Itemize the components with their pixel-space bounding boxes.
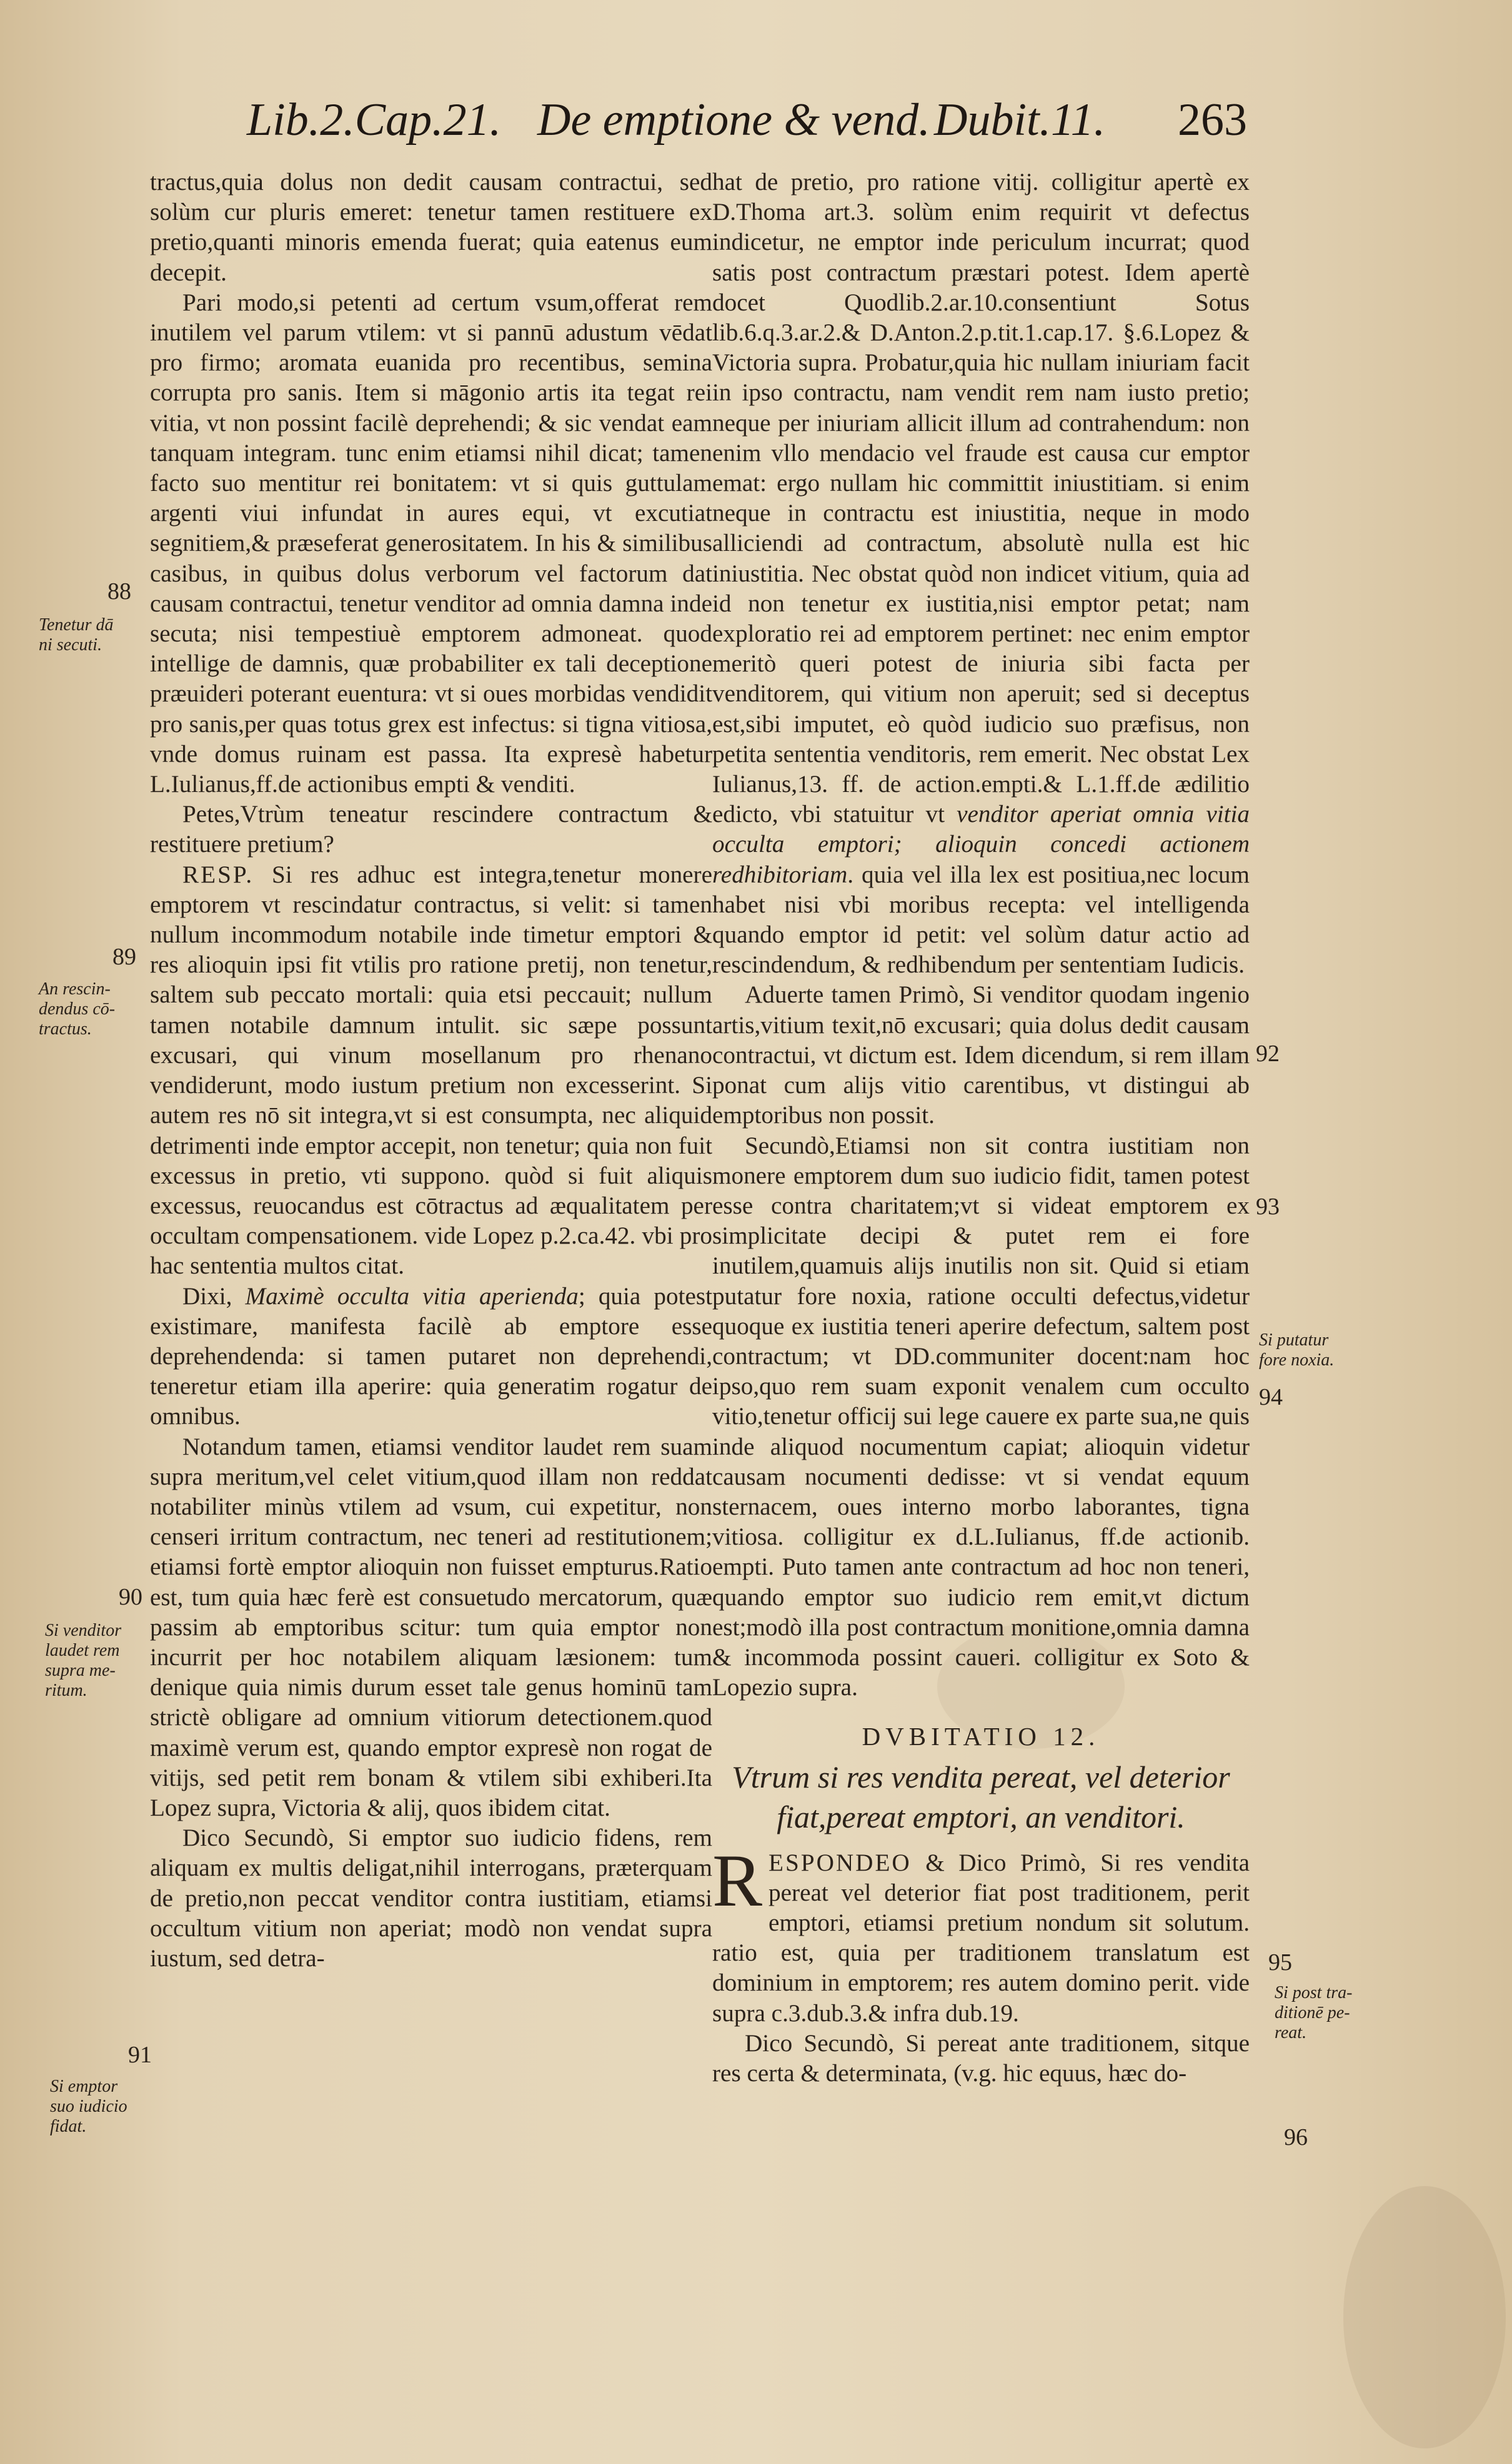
paragraph: Dico Secundò, Si emptor suo iudicio fidens, rem aliquam ex multis deligat,nihil interrogans, præterquam de pretio,non peccat venditor contra iustitiam, etiamsi occultum vitium non aperiat; modò non vendat supra iustum, sed detra- [150,1824,712,1972]
margin-note: Si putatur fore noxia. [1259,1330,1335,1370]
margin-note: Tenetur dā ni secuti. [39,615,114,655]
left-text-column [150,167,712,1974]
paragraph: hat de pretio, pro ratione vitij. colligitur apertè ex D.Thoma art.3. solùm enim requirit vt defectus indicetur, ne emptor inde periculum incurrat; quod satis post contractum præstari potest. Idem apertè docet Quodlib.2.ar.10.consentiunt Sotus lib.6.q.3.ar.2.& D.Anton.2.p.tit.1.cap.17. §.6.Lopez & Victoria supra. Probatur,quia hic nullam iniuriam facit in ipso contractu, nam vendit rem nam iusto pretio; neque per iniuriam allicit illum ad contrahendum: non enim vllo mendacio vel fraude est causa cur emptor emat: ergo nullam hic committit iniustitiam. si enim neque in contractu est iniustitia, neque in modo alliciendi ad contractum, absolutè nulla est hic iniustitia. Nec obstat quòd non indicet vitium, quia ad id non tenetur ex iustitia,nisi emptor petat; nam exploratio rei ad emptorem pertinet: nec enim emptor meritò queri potest de iniuria sibi facta per venditorem, qui vitium non aperuit; sed si deceptus est,sibi imputet, eò quòd iudicio suo præfisus, non petita sententia venditoris, rem emerit. Nec obstat Lex Iulianus,13. ff. de action.empti.& L.1.ff.de ædilitio edicto, vbi statuitur vt venditor aperiat omnia vitia occulta emptori; alioquin concedi actionem redhibitoriam. quia vel illa lex est positiua,nec locum habet nisi vbi moribus recepta: vel intelligenda quando emptor id petit: vel solùm datur actio ad rescindendum, & redhibendum per sententiam Iudicis. [712,169,1250,979]
margin-number: 94 [1259,1384,1283,1410]
paragraph: Pari modo,si petenti ad certum vsum,offerat rem inutilem vel parum vtilem: vt si pannū adustum vēdat pro firmo; aromata euanida pro recentibus, semina corrupta pro sanis. Item si māgonio artis ita tegat rei vitia, vt non possint facilè deprehendi; & sic vendat eam tanquam integram. tunc enim etiamsi nihil dicat; tamen facto suo mentitur rei bonitatem: vt si quis guttulam argenti viui infundat in aures equi, vt excutiat segnitiem,& præseferat generositatem. In his & similibus casibus, in quibus dolus verborum vel factorum dat causam contractui, tenetur venditor ad omnia damna inde secuta; nisi tempestiuè emptorem admoneat. quod intellige de damnis, quæ probabiliter ex tali deceptione præuideri poterant euentura: vt si oues morbidas vendidit pro sanis,per quas totus grex est infectus: si tigna vitiosa, vnde domus ruinam est passa. Ita expresè habetur L.Iulianus,ff.de actionibus empti & venditi. [150,289,712,798]
header-dubitatio: Dubit.11. [934,94,1106,146]
drop-cap: R [712,1838,763,1922]
header-book-chapter: Lib.2.Cap.21. [247,94,502,146]
section-title: Vtrum si res vendita pereat, vel deterior fiat,pereat emptori, an venditori. [732,1759,1230,1834]
page-number: 263 [1178,94,1247,146]
margin-note: Si post tra- ditionē pe- reat. [1275,1983,1353,2042]
margin-number: 88 [107,578,131,605]
margin-number: 96 [1284,2124,1308,2150]
margin-number: 91 [128,2042,152,2068]
margin-number: 93 [1256,1194,1280,1220]
running-header [247,94,1271,156]
emphasis-text: venditor aperiat omnia vitia occulta emptori; alioquin concedi actionem redhibitoriam [712,801,1250,888]
paragraph: Aduerte tamen Primò, Si venditor quodam ingenio artis,vitium texit,nō excusari; quia dolus dedit causam contractui, vt dictum est. Idem dicendum, si rem illam ponat cum alijs vitio carentibus, vt distingui ab emptoribus non possit. [712,981,1250,1129]
header-title: De emptione & vend. [537,94,930,146]
margin-note: Si venditor laudet rem supra me- ritum. [45,1621,122,1700]
paragraph: Secundò,Etiamsi non sit contra iustitiam non monere emptorem dum suo iudicio fidit, tamen potest esse contra charitatem;vt si videat emptorem ex simplicitate decipi & putet rem ei fore inutilem,quamuis alijs inutilis non sit. Quid si etiam putatur fore noxia, ratione occulti defectus,videtur quoque ex iustitia teneri aperire defectum, saltem post contractum; vt DD.communiter docent:nam hoc ipso,quo rem suam exponit venalem cum occulto vitio,tenetur officij sui lege cauere ex parte sua,ne quis inde aliquod nocumentum capiat; alioquin videtur causam nocumenti dedisse: vt si vendat equum sternacem, oues interno morbo laborantes, tigna vitiosa. colligitur ex d.L.Iulianus, ff.de actionib. empti. Puto tamen ante contractum ad hoc non teneri, quando emptor suo iudicio rem emit,vt dictum est;modò illa post contractum monitione,omnia damna & incommoda possint caueri. colligitur ex Soto & Lopezio supra. [712,1132,1250,1701]
right-text-column [712,167,1250,2089]
margin-number: 89 [112,944,136,970]
margin-note: Si emptor suo iudicio fidat. [50,2077,127,2136]
paragraph: Notandum tamen, etiamsi venditor laudet rem suam supra meritum,vel celet vitium,quod illam non reddat notabiliter minùs vtilem ad vsum, cui expetitur, non censeri irritum contractum, nec teneri ad restitutionem; etiamsi fortè emptor alioquin non fuisset empturus.Ratio est, tum quia hæc ferè est consuetudo mercatorum, quæ passim ab emptoribus scitur: tum quia emptor non incurrit per hoc notabilem aliquam læsionem: tum denique quia nimis durum esset tale genus hominū tam strictè obligare ad omnium vitiorum detectionem.quod maximè verum est, quando emptor expresè non rogat de vitijs, sed petit rem bonam & vtilem sibi exhiberi.Ita Lopez supra, Victoria & alij, quos ibidem citat. [150,1433,712,1821]
paragraph: Dixi, Maximè occulta vitia aperienda; quia potest existimare, manifesta facilè ab emptore esse deprehendenda: si tamen putaret non deprehendi, teneretur etiam illa aperire: quia generatim rogatur de omnibus. [150,1282,712,1430]
paper-stain [1343,2186,1506,2448]
margin-number: 90 [119,1584,142,1610]
margin-note: An rescin- dendus cō- tractus. [39,979,116,1039]
resp-label: RESP. [182,861,254,888]
margin-number: 92 [1256,1041,1280,1067]
section-heading: DVBITATIO 12. [862,1722,1100,1751]
paragraph: Dico Secundò, Si pereat ante traditionem, sitque res certa & determinata, (v.g. hic equus, hæc do- [712,2029,1250,2087]
question-paragraph: Petes,Vtrùm teneatur rescindere contractum & restituere pretium? [150,801,712,858]
paragraph: RESPONDEO & Dico Primò, Si res vendita pereat vel deterior fiat post traditionem, perit emptori, etiamsi pretium nondum sit solutum. ratio est, quia per traditionem translatum est dominium in emptorem; res autem domino perit. vide supra c.3.dub.3.& infra dub.19. [712,1838,1250,2027]
response-paragraph: RESP. Si res adhuc est integra,tenetur monere emptorem vt rescindatur contractus, si velit: si tamen nullum incommodum notabile inde timetur emptori & res alioquin ipsi fit vtilis pro ratione pretij, non tenetur, saltem sub peccato mortali: quia etsi peccauit; nullum tamen notabile damnum intulit. sic sæpe possunt excusari, qui vinum mosellanum pro rhenano vendiderunt, modo iustum pretium non excesserint. Si autem res nō sit integra,vt si est consumpta, nec aliquid detrimenti inde emptor accepit, non tenetur; quia non fuit excessus in pretio, vti suppono. quòd si fuit aliquis excessus, reuocandus est cōtractus ad æqualitatem per occultam compensationem. vide Lopez p.2.ca.42. vbi pro hac sententia multos citat. [150,861,713,1280]
paragraph: tractus,quia dolus non dedit causam contractui, sed solùm cur pluris emeret: tenetur tamen restituere ex pretio,quanti minoris emenda fuerat; quia eatenus eum decepit. [150,169,712,286]
margin-number: 95 [1268,1949,1292,1976]
emphasis-text: Maximè occulta vitia aperienda [245,1282,579,1310]
